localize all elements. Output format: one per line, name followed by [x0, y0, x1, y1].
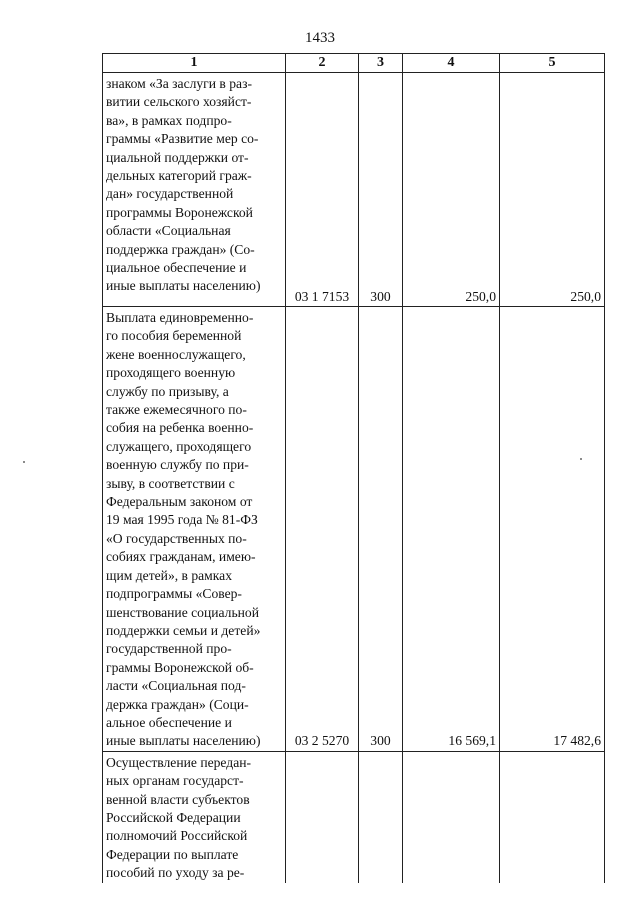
- row-expense-type: 300: [359, 73, 403, 307]
- row-description: Выплата единовременно- го пособия беременной жене военнослужащего, проходящего военную службу по призыву, а также ежемесячного по- собия на ребенка военно- служащего, проходящего военную службу по при- зыву, в соответствии с Федеральным законом от 19 мая 1995 года № 81-ФЗ «О государственных по- собиях гражданам, имею- щим детей», в рамках подпрограммы «Совер- шенствование социальной поддержки семьи и детей» государственной про- граммы Воронежской об- ласти «Социальная под- держка граждан» (Соци- альное обеспечение и иные выплаты населению): [103, 307, 286, 752]
- row-expense-type: 300: [359, 307, 403, 752]
- table-row: [103, 73, 605, 307]
- row-amount-1: 16 569,1: [403, 307, 500, 752]
- table-row: [103, 751, 605, 882]
- column-header-2: 2: [286, 54, 359, 73]
- column-header-4: 4: [403, 54, 500, 73]
- budget-table: [102, 53, 605, 883]
- row-code: 03 1 7153: [286, 73, 359, 307]
- table-header-row: [103, 54, 605, 73]
- scan-artifact-dot: [23, 461, 25, 463]
- row-amount-2: [500, 751, 605, 882]
- row-amount-1: 250,0: [403, 73, 500, 307]
- row-code: 03 2 5270: [286, 307, 359, 752]
- column-header-1: 1: [103, 54, 286, 73]
- page-number: 1433: [305, 30, 335, 46]
- column-header-3: 3: [359, 54, 403, 73]
- row-description: знаком «За заслуги в раз- витии сельского хозяйст- ва», в рамках подпро- граммы «Развитие мер со- циальной поддержки от- дельных категорий граж- дан» государственной программы Воронежской области «Социальная поддержка граждан» (Со- циальное обеспечение и иные выплаты населению): [103, 73, 286, 307]
- row-amount-1: [403, 751, 500, 882]
- row-expense-type: [359, 751, 403, 882]
- row-code: [286, 751, 359, 882]
- column-header-5: 5: [500, 54, 605, 73]
- scan-artifact-dot: [580, 458, 582, 460]
- row-description: Осуществление передан- ных органам государст- венной власти субъектов Российской Федерации полномочий Российской Федерации по выплате пособий по уходу за ре-: [103, 751, 286, 882]
- row-amount-2: 17 482,6: [500, 307, 605, 752]
- table-row: [103, 307, 605, 752]
- row-amount-2: 250,0: [500, 73, 605, 307]
